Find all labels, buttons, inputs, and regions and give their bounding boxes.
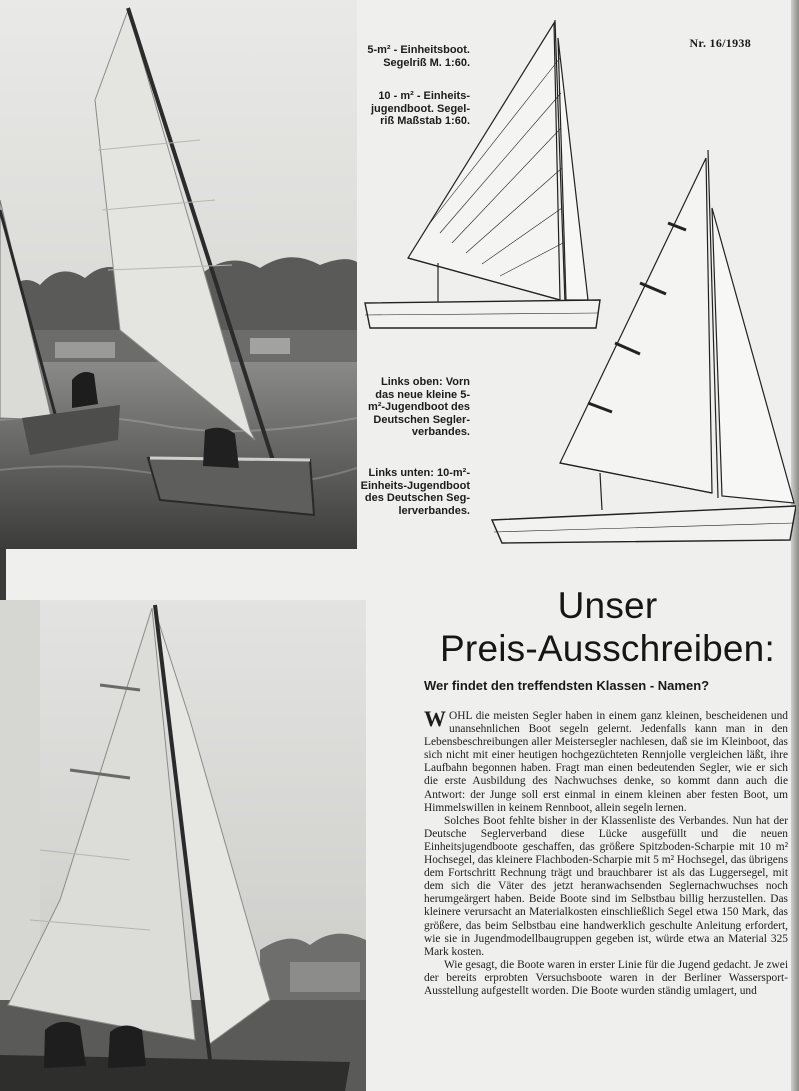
article-paragraph-2: Solches Boot fehlte bisher in der Klassenliste des Verbandes. Nun hat der Deutsche Seglerverband diese Lücke ausgefüllt und die neuen Einheitsjugendboote geschaffen, das größere Spitzboden-Scharpie mit 10 m² Hochsegel, das kleinere Flachboden-Scharpie mit 5 m² Hochsegel, das übrigens dem Fortschritt Rechnung trägt und brauchbarer ist als das Luggersegel, mit dem sich die Väter des jetzt heranwachsenden Seglernachwuchses noch herumgeärgert haben. Beide Boote sind im Selbstbau billig herzustellen. Das kleinere verursacht an Materialkosten einschließlich Segel etwa 150 Mark, das größere, das beim Selbstbau eine handwerklich geschulte Anleitung erfordert, wie sie in Jugendmodellbaugruppen gegeben ist, würde etwa an Material 325 Mark kosten. — [424, 814, 788, 958]
dropcap: W — [424, 710, 446, 731]
sailplan-drawing-10m — [490, 148, 796, 548]
article-paragraph-3: Wie gesagt, die Boote waren in erster Linie für die Jugend gedacht. Je zwei der bereits erprobten Versuchsboote waren in der Berliner Wassersport-Ausstellung aufgestellt worden. Die Boote wurden ständig umlagert, und — [424, 958, 788, 997]
caption-photo-bottom: Links unten: 10-m²-Einheits-Jugendboot des Deutschen Seg-lerverbandes. — [360, 467, 470, 517]
caption-5m-boat: 5-m² - Einheitsboot. Segelriß M. 1:60. — [367, 44, 470, 69]
issue-number: Nr. 16/1938 — [689, 36, 751, 50]
article-paragraph-1 — [424, 710, 788, 815]
caption-photo-top: Links oben: Vorn das neue kleine 5-m²-Jugendboot des Deutschen Segler-verbandes. — [367, 376, 470, 438]
photo-large-sailboat — [0, 600, 366, 1091]
headline-line-1: Unser — [557, 585, 658, 626]
article-body — [424, 710, 788, 1091]
photo-sailboats-lake — [0, 0, 357, 549]
article-subheadline: Wer findet den treffendsten Klassen - Namen? — [424, 678, 710, 693]
headline-line-2: Preis-Ausschreiben: — [440, 628, 775, 669]
caption-10m-boat: 10 - m² - Einheits-jugendboot. Segel-riß Maßstab 1:60. — [371, 90, 470, 127]
article-headline — [420, 584, 795, 670]
paragraph-1-text: OHL die meisten Segler haben in einem ganz kleinen, bescheidenen und unansehnlichen Boot segeln gelernt. Jedenfalls kann man in den Lebensbeschreibungen aller Meistersegler nachlesen, daß sie im Kleinboot, das sich nicht mit einer heutigen hochgezüchteten Rennjolle vergleichen läßt, ihre Laufbahn begonnen haben. Fragt man einen bedeutenden Segler, wie er sich die erste Ausbildung des Nachwuchses denke, so kommt dann auch die Antwort: der Junge soll erst einmal in einem kleinen aber festen Boot, um Himmelswillen in keinem Rennboot, allein segeln lernen. — [424, 710, 788, 814]
